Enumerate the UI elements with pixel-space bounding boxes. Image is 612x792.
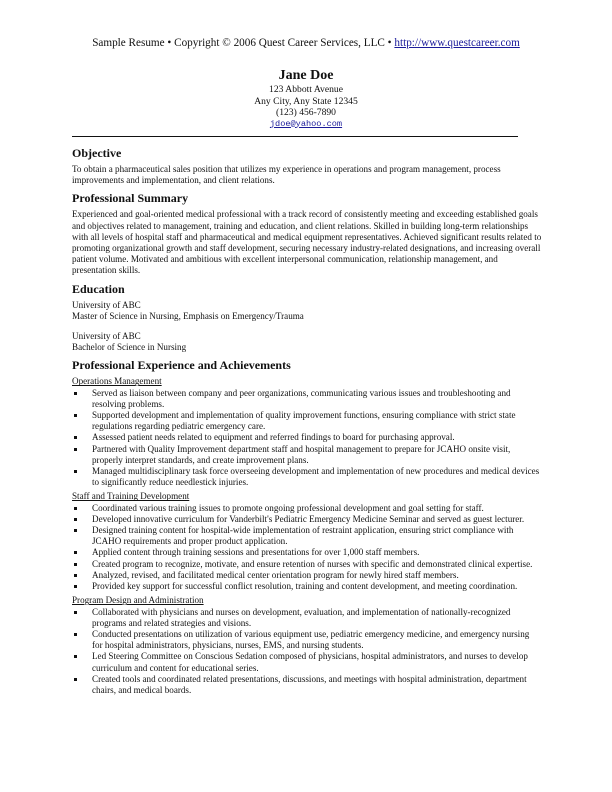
degree-name: Bachelor of Science in Nursing (72, 342, 187, 353)
summary-section (72, 191, 542, 276)
list-item: Partnered with Quality Improvement department staff and hospital management to prepare for JCAHO onsite visit, properly interpret standards, and create improvement plans. (72, 444, 542, 466)
list-item: Developed innovative curriculum for Vanderbilt's Pediatric Emergency Medicine Seminar and served as guest lecturer. (72, 514, 542, 525)
resume-body (72, 146, 542, 701)
section-heading-objective: Objective (72, 146, 122, 160)
list-item: Led Steering Committee on Conscious Sedation composed of physicians, hospital administrators, and nurses to develop curriculum and content for educational series. (72, 651, 542, 673)
address-line-1: 123 Abbott Avenue (269, 84, 343, 95)
phone-number: (123) 456-7890 (276, 107, 336, 118)
summary-text: Experienced and goal-oriented medical professional with a track record of consistently meeting and exceeding established goals and objectives related to management, training and education, and client relations. Skilled in building long-term relationships with all levels of hospital staff and pharmaceutical and medical equipment representatives. Achieved significant results related to promoting organizational growth and staff development, securing necessary industry-related designations, and increasing overall patient volume. Motivated and ambitious with excellent interpersonal communication, relationship management, and presentation skills. (72, 209, 542, 276)
divider-rule (72, 136, 518, 137)
list-item: Analyzed, revised, and facilitated medical center orientation program for newly hired staff members. (72, 570, 542, 581)
address-line-2: Any City, Any State 12345 (254, 95, 358, 107)
list-item: Created tools and coordinated related presentations, discussions, and meetings with hospital administration, department chairs, and medical boards. (72, 674, 542, 696)
achievement-list (72, 607, 542, 697)
website-link[interactable]: http://www.questcareer.com (394, 37, 520, 49)
list-item: Provided key support for successful conflict resolution, training and content development, and meeting coordination. (72, 581, 542, 592)
section-heading-experience: Professional Experience and Achievements (72, 358, 291, 373)
list-item: Designed training content for hospital-wide implementation of restraint application, ensuring strict compliance with JCAHO requirements and proper product application. (72, 525, 542, 547)
degree-name: Master of Science in Nursing, Emphasis on Emergency/Trauma (72, 310, 304, 321)
list-item: Applied content through training sessions and presentations for over 1,000 staff members. (72, 547, 542, 558)
experience-section (72, 358, 542, 696)
school-name: University of ABC (72, 331, 141, 342)
list-item: Assessed patient needs related to equipment and referred findings to board for purchasing approval. (72, 432, 542, 443)
list-item: Created program to recognize, motivate, and ensure retention of nurses with specific and demonstrated clinical expertise. (72, 559, 542, 570)
section-heading-education: Education (72, 281, 125, 296)
email-link[interactable]: jdoe@yahoo.com (269, 118, 343, 129)
contact-block (0, 68, 612, 130)
candidate-name: Jane Doe (278, 68, 334, 83)
education-entry (72, 331, 542, 353)
achievement-list (72, 388, 542, 489)
copyright-header (0, 37, 612, 49)
education-section (72, 282, 542, 354)
experience-subheading: Operations Management (72, 376, 162, 387)
copyright-text: Sample Resume • Copyright © 2006 Quest Career Services, LLC • (92, 37, 395, 49)
objective-section (72, 146, 542, 186)
school-name: University of ABC (72, 299, 141, 310)
objective-text: To obtain a pharmaceutical sales position that utilizes my experience in operations and program management, process improvements and implementation, and client relations. (72, 164, 501, 186)
experience-subheading: Staff and Training Development (72, 491, 190, 502)
list-item: Managed multidisciplinary task force overseeing development and implementation of new procedures and medical devices to significantly reduce needlestick injuries. (72, 466, 542, 488)
list-item: Served as liaison between company and peer organizations, communicating various issues and troubleshooting and resolving problems. (72, 388, 542, 410)
list-item: Collaborated with physicians and nurses on development, evaluation, and implementation of nationally-recognized programs and related strategies and visions. (72, 607, 542, 629)
list-item: Supported development and implementation of quality improvement functions, ensuring compliance with strict state regulations regarding pediatric emergency care. (72, 410, 542, 432)
education-entry (72, 300, 542, 322)
section-heading-summary: Professional Summary (72, 191, 189, 206)
experience-subheading: Program Design and Administration (72, 595, 204, 606)
list-item: Coordinated various training issues to promote ongoing professional development and goal setting for staff. (72, 503, 542, 514)
achievement-list (72, 503, 542, 593)
list-item: Conducted presentations on utilization of various equipment use, pediatric emergency medicine, and emergency nursing for hospital administrators, physicians, nurses, EMS, and nursing students. (72, 629, 542, 651)
